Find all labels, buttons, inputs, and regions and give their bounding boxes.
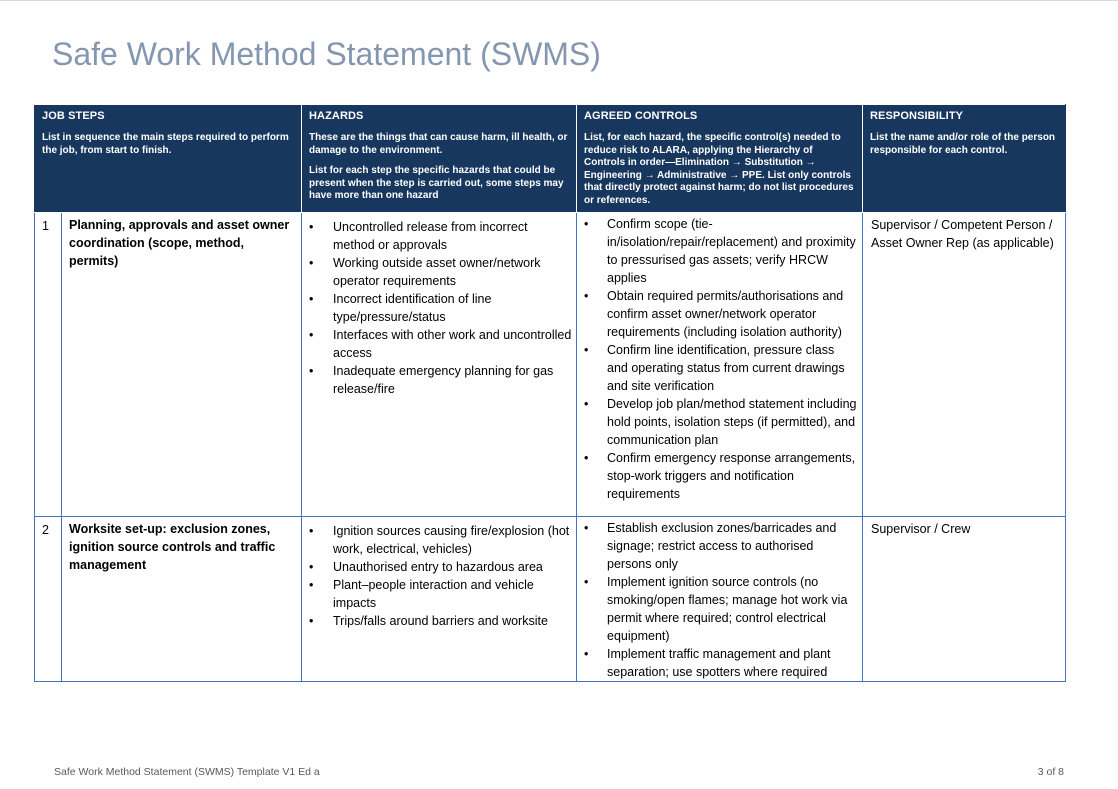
hazard-text: Ignition sources causing fire/explosion (hot work, electrical, vehicles) bbox=[333, 524, 570, 556]
list-item bbox=[577, 395, 858, 449]
bullet-icon: • bbox=[584, 217, 589, 231]
job-step: Planning, approvals and asset owner coordination (scope, method, permits) bbox=[62, 213, 302, 517]
hazard-text: Working outside asset owner/network operator requirements bbox=[333, 256, 541, 288]
header-agreed-controls bbox=[577, 105, 863, 213]
header-description: List, for each hazard, the specific control(s) needed to reduce risk to ALARA, applying the Hierarchy of Controls in order—Elimination → Substitution → Engineering → Administrative → PPE. List only controls that directly protect against harm; do not list procedures or references. bbox=[584, 132, 854, 206]
list-item bbox=[302, 362, 572, 398]
hazard-text: Unauthorised entry to hazardous area bbox=[333, 560, 543, 574]
control-text: Confirm scope (tie-in/isolation/repair/replacement) and proximity to pressurised gas assets; verify HRCW applies bbox=[607, 217, 856, 285]
hazards-cell bbox=[302, 213, 577, 517]
table-header-row bbox=[35, 105, 1066, 213]
list-item bbox=[577, 645, 858, 681]
bullet-icon: • bbox=[309, 578, 314, 592]
hazard-list bbox=[302, 215, 572, 398]
list-item bbox=[577, 573, 858, 645]
list-item bbox=[577, 449, 858, 503]
control-text: Implement traffic management and plant separation; use spotters where required bbox=[607, 647, 831, 679]
document-title: Safe Work Method Statement (SWMS) bbox=[52, 36, 601, 72]
control-text: Confirm line identification, pressure class and operating status from current drawings and site verification bbox=[607, 343, 845, 393]
bullet-icon: • bbox=[584, 647, 589, 661]
control-text: Obtain required permits/authorisations and confirm asset owner/network operator requirements (including isolation authority) bbox=[607, 289, 844, 339]
responsibility-cell: Supervisor / Crew bbox=[863, 517, 1066, 682]
control-text: Confirm emergency response arrangements, stop-work triggers and notification requirements bbox=[607, 451, 856, 501]
list-item bbox=[302, 254, 572, 290]
hazard-text: Incorrect identification of line type/pressure/status bbox=[333, 292, 492, 324]
bullet-icon: • bbox=[584, 343, 589, 357]
responsibility-cell: Supervisor / Competent Person / Asset Owner Rep (as applicable) bbox=[863, 213, 1066, 517]
control-text: Implement ignition source controls (no smoking/open flames; manage hot work via permit where required; control electrical equipment) bbox=[607, 575, 848, 643]
hazard-text: Inadequate emergency planning for gas release/fire bbox=[333, 364, 554, 396]
header-description: List for each step the specific hazards that could be present when the step is carried out, some steps may have more than one hazard bbox=[309, 165, 564, 201]
bullet-icon: • bbox=[584, 575, 589, 589]
control-text: Establish exclusion zones/barricades and signage; restrict access to authorised persons only bbox=[607, 521, 837, 571]
header-description: List in sequence the main steps required to perform the job, from start to finish. bbox=[42, 132, 289, 156]
list-item bbox=[302, 558, 572, 576]
header-job-steps bbox=[35, 105, 302, 213]
footer-page-number: 3 of 8 bbox=[1037, 766, 1064, 778]
control-list bbox=[577, 215, 858, 503]
bullet-icon: • bbox=[309, 256, 314, 270]
bullet-icon: • bbox=[309, 328, 314, 342]
hazard-text: Plant–people interaction and vehicle impacts bbox=[333, 578, 534, 610]
hazard-text: Interfaces with other work and uncontrolled access bbox=[333, 328, 572, 360]
bullet-icon: • bbox=[309, 364, 314, 378]
list-item bbox=[577, 215, 858, 287]
list-item bbox=[302, 522, 572, 558]
list-item bbox=[302, 290, 572, 326]
header-description: List the name and/or role of the person responsible for each control. bbox=[870, 132, 1056, 156]
hazard-text: Trips/falls around barriers and worksite bbox=[333, 614, 548, 628]
bullet-icon: • bbox=[584, 289, 589, 303]
controls-cell bbox=[577, 213, 863, 517]
control-list bbox=[577, 519, 858, 681]
list-item bbox=[302, 326, 572, 362]
bullet-icon: • bbox=[309, 614, 314, 628]
step-number: 1 bbox=[35, 213, 62, 517]
bullet-icon: • bbox=[584, 451, 589, 465]
header-title: JOB STEPS bbox=[42, 110, 105, 122]
header-description: These are the things that can cause harm, ill health, or damage to the environment. bbox=[309, 132, 568, 156]
list-item bbox=[577, 341, 858, 395]
step-number: 2 bbox=[35, 517, 62, 682]
swms-table bbox=[34, 104, 1066, 682]
header-hazards bbox=[302, 105, 577, 213]
list-item bbox=[302, 218, 572, 254]
list-item bbox=[302, 576, 572, 612]
header-title: RESPONSIBILITY bbox=[870, 110, 964, 122]
controls-cell bbox=[577, 517, 863, 682]
footer-document-name: Safe Work Method Statement (SWMS) Template V1 Ed a bbox=[54, 766, 320, 778]
header-responsibility bbox=[863, 105, 1066, 213]
bullet-icon: • bbox=[309, 524, 314, 538]
header-title: AGREED CONTROLS bbox=[584, 110, 698, 122]
hazard-text: Uncontrolled release from incorrect method or approvals bbox=[333, 220, 528, 252]
table-row bbox=[35, 213, 1066, 517]
hazards-cell bbox=[302, 517, 577, 682]
list-item bbox=[302, 612, 572, 630]
bullet-icon: • bbox=[584, 397, 589, 411]
bullet-icon: • bbox=[309, 220, 314, 234]
hazard-list bbox=[302, 519, 572, 630]
control-text: Develop job plan/method statement including hold points, isolation steps (if permitted), and communication plan bbox=[607, 397, 857, 447]
bullet-icon: • bbox=[309, 560, 314, 574]
header-title: HAZARDS bbox=[309, 110, 364, 122]
list-item bbox=[577, 287, 858, 341]
top-divider bbox=[0, 0, 1118, 1]
bullet-icon: • bbox=[584, 521, 589, 535]
job-step: Worksite set-up: exclusion zones, ignition source controls and traffic management bbox=[62, 517, 302, 682]
list-item bbox=[577, 519, 858, 573]
bullet-icon: • bbox=[309, 292, 314, 306]
table-row bbox=[35, 517, 1066, 682]
